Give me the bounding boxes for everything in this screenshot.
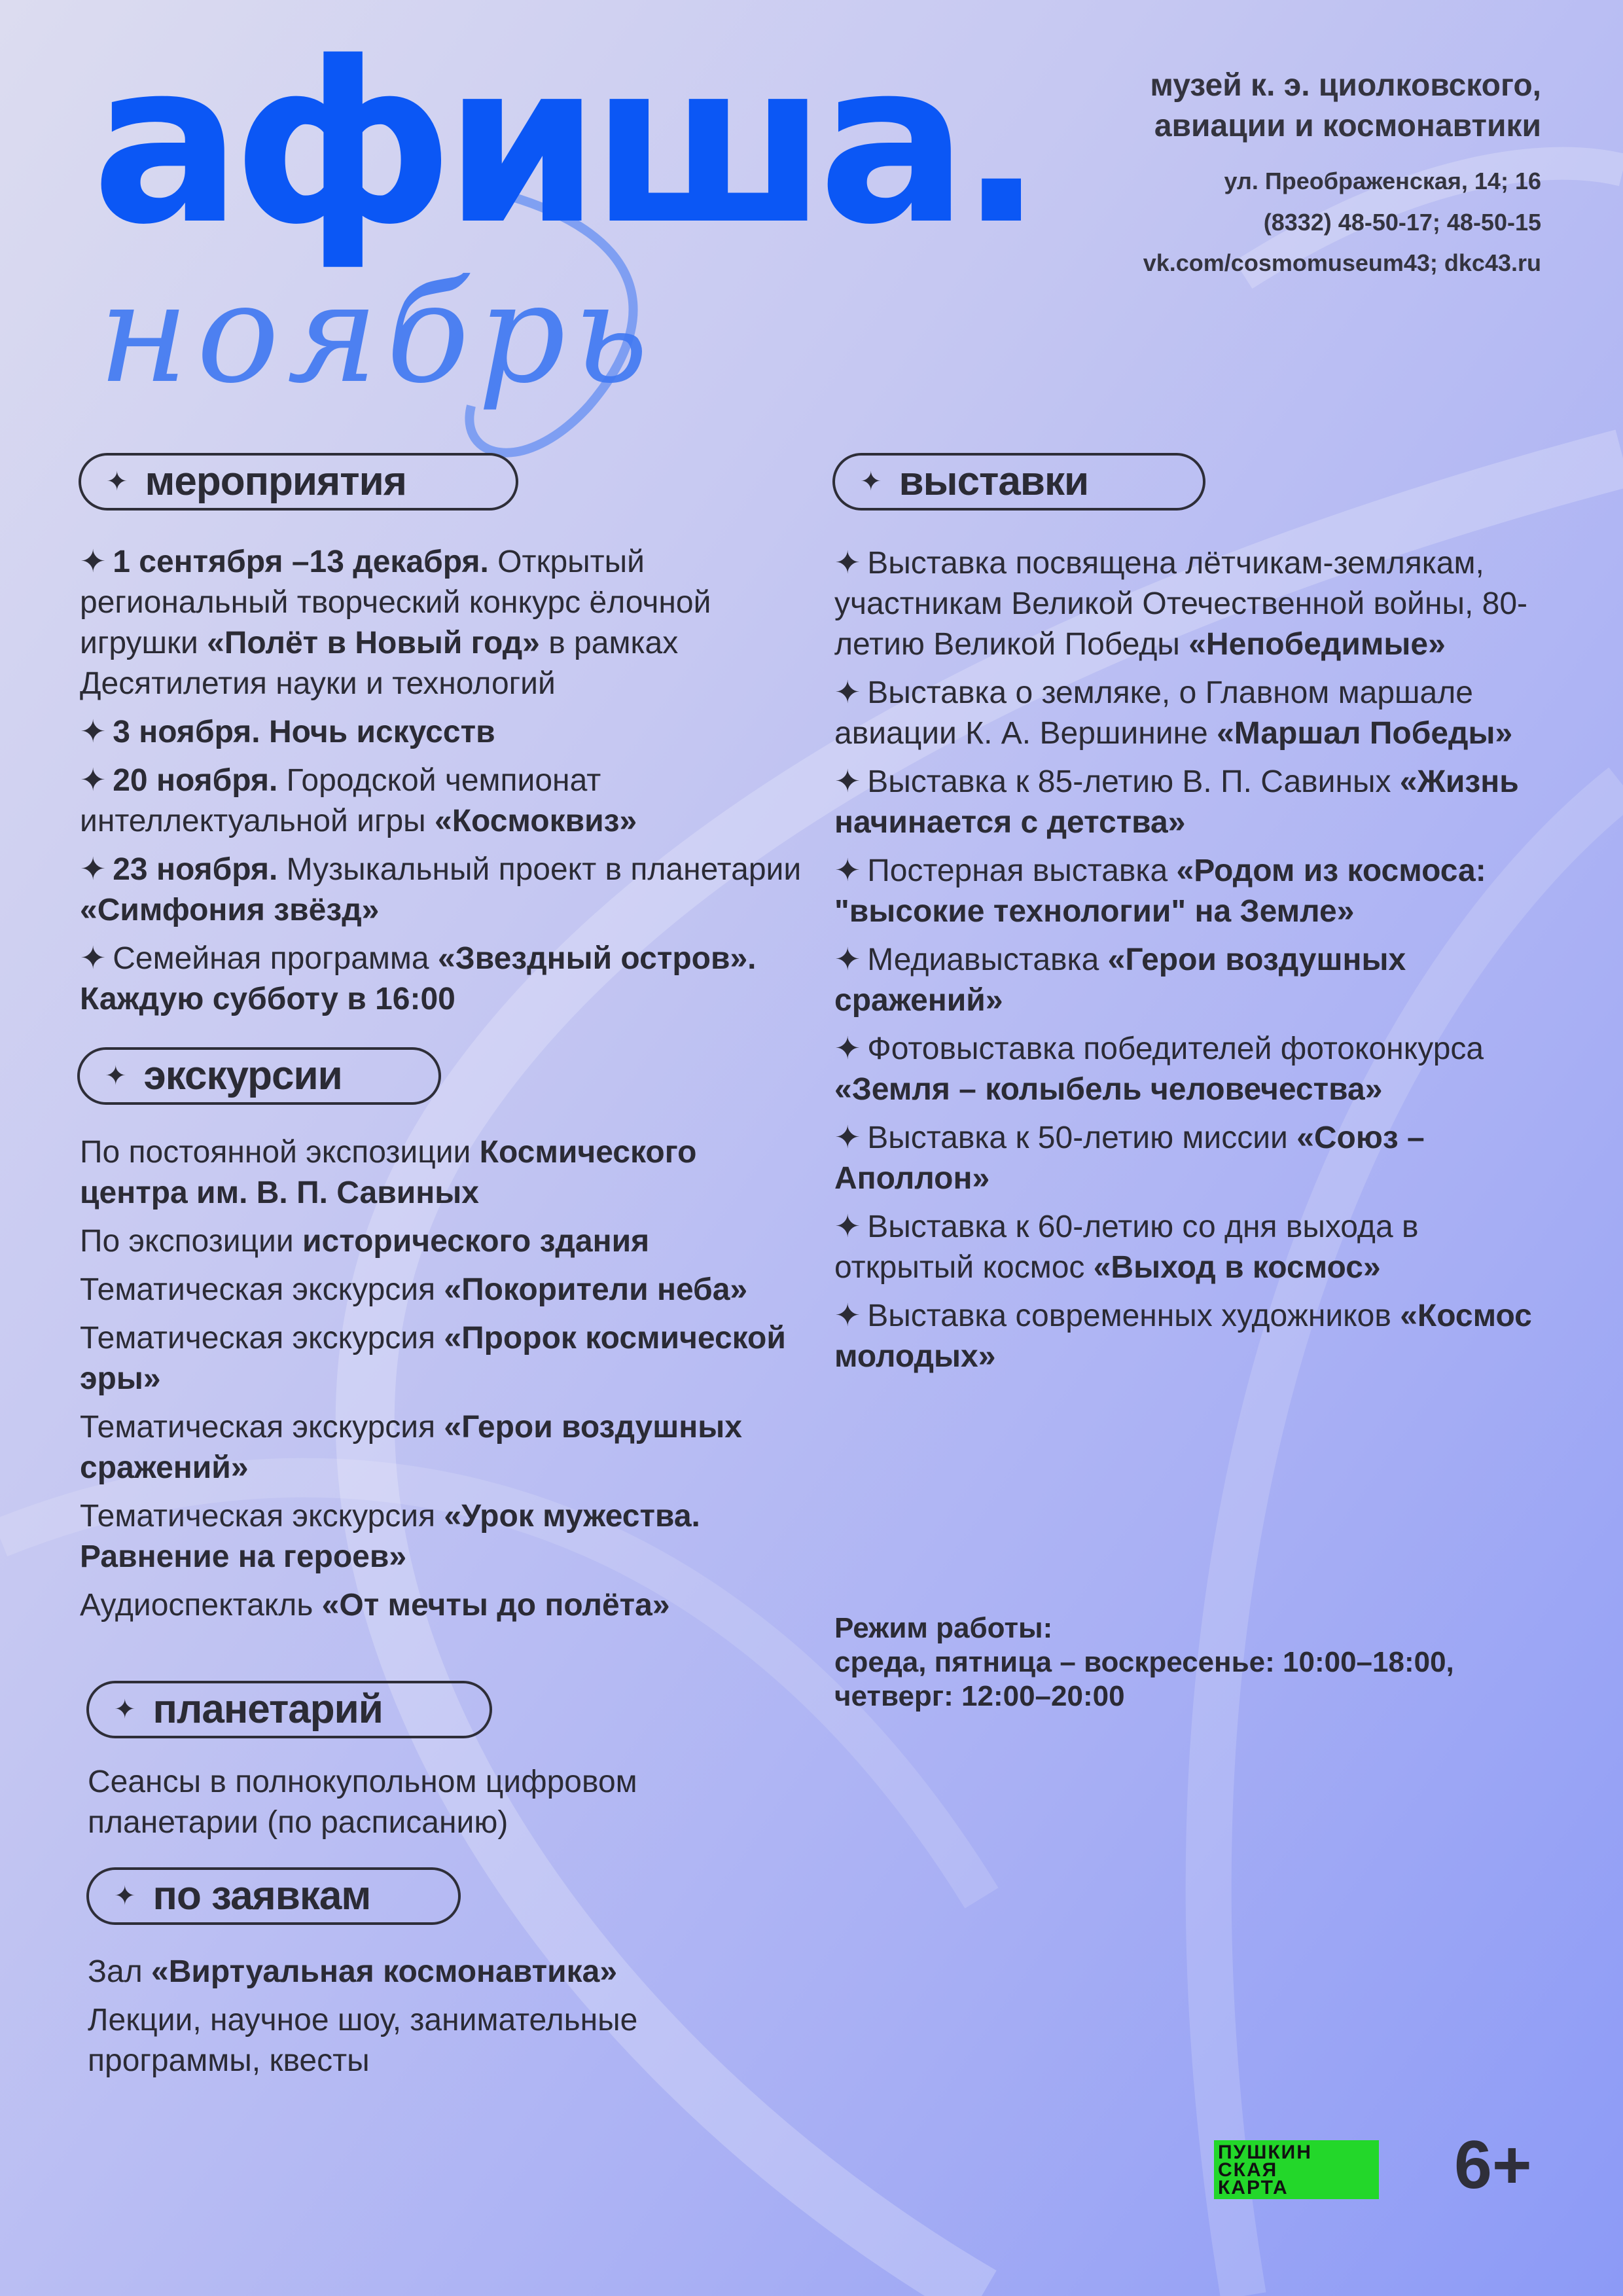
requests-list (88, 1952, 781, 2089)
planetarium-list (88, 1762, 768, 1851)
sparkle-star-icon: ✦ (834, 546, 861, 581)
event-item: ✦ Семейная программа «Звездный остров». Каждую субботу в 16:00 (80, 941, 757, 1016)
section-title-excursions: экскурсии (143, 1053, 342, 1098)
exhibition-item: ✦ Постерная выставка «Родом из космоса: "высокие технологии" на Земле» (834, 853, 1486, 929)
event-item: ✦ 20 ноября. Городской чемпионат интеллектуальной игры «Космоквиз» (80, 763, 637, 838)
event-item: ✦ 3 ноября. Ночь искусств (80, 715, 495, 749)
section-title-exhibitions: выставки (899, 459, 1089, 504)
excursion-item: По экспозиции исторического здания (80, 1224, 650, 1259)
event-item: ✦ 1 сентября –13 декабря. Открытый региональный творческий конкурс ёлочной игрушки «Полёт в Новый год» в рамках Десятилетия науки и технологий (80, 545, 711, 701)
opening-hours-line-1: среда, пятница – воскресенье: 10:00–18:00, (834, 1646, 1454, 1678)
excursion-item: Тематическая экскурсия «Урок мужества. Равнение на героев» (80, 1499, 700, 1574)
phone-numbers: (8332) 48-50-17; 48-50-15 (1263, 209, 1541, 236)
section-pill-exhibitions (832, 453, 1205, 511)
sparkle-star-icon: ✦ (80, 545, 107, 579)
opening-hours (834, 1611, 1554, 1713)
sparkle-star-icon: ✦ (80, 852, 107, 887)
section-pill-planetarium (86, 1681, 492, 1738)
sparkle-star-icon: ✦ (834, 1121, 861, 1155)
sparkle-star-icon: ✦ (834, 942, 861, 977)
exhibitions-list (834, 543, 1561, 1385)
excursion-item: Аудиоспектакль «От мечты до полёта» (80, 1588, 670, 1623)
excursions-list (80, 1132, 813, 1634)
museum-name-line-1: музей к. э. циолковского, (1150, 68, 1541, 103)
sparkle-star-icon: ✦ (834, 1210, 861, 1244)
sparkle-star-icon: ✦ (80, 941, 107, 976)
sparkle-star-icon: ✦ (834, 1299, 861, 1333)
exhibition-item: ✦ Выставка к 60-летию со дня выхода в открытый космос «Выход в космос» (834, 1210, 1419, 1285)
excursion-item: Тематическая экскурсия «Герои воздушных сражений» (80, 1410, 742, 1485)
sparkle-star-icon: ✦ (114, 1882, 136, 1910)
section-pill-excursions (77, 1047, 441, 1105)
exhibition-item: ✦ Медиавыставка «Герои воздушных сражений» (834, 942, 1406, 1018)
exhibition-item: ✦ Фотовыставка победителей фотоконкурса «Земля – колыбель человечества» (834, 1031, 1484, 1107)
exhibition-item: ✦ Выставка посвящена лётчикам-землякам, участникам Великой Отечественной войны, 80-летию Великой Победы «Непобедимые» (834, 546, 1528, 662)
age-rating: 6+ (1454, 2127, 1532, 2203)
excursion-item: По постоянной экспозиции Космического центра им. В. П. Савиных (80, 1135, 697, 1210)
month-title: ноябрь (98, 253, 656, 414)
opening-hours-label: Режим работы: (834, 1612, 1053, 1644)
sparkle-star-icon: ✦ (105, 1062, 127, 1090)
sparkle-star-icon: ✦ (114, 1695, 136, 1724)
exhibition-item: ✦ Выставка к 50-летию миссии «Союз – Аполлон» (834, 1121, 1425, 1196)
sparkle-star-icon: ✦ (834, 764, 861, 799)
exhibition-item: ✦ Выставка к 85-летию В. П. Савиных «Жизнь начинается с детства» (834, 764, 1519, 840)
excursion-item: Тематическая экскурсия «Покорители неба» (80, 1272, 748, 1307)
sparkle-star-icon: ✦ (834, 853, 861, 888)
sparkle-star-icon: ✦ (80, 715, 107, 749)
events-list (80, 542, 813, 1028)
sparkle-star-icon: ✦ (860, 467, 882, 496)
exhibition-item: ✦ Выставка современных художников «Космос молодых» (834, 1299, 1532, 1374)
sparkle-star-icon: ✦ (80, 763, 107, 798)
exhibition-item: ✦ Выставка о земляке, о Главном маршале авиации К. А. Вершинине «Маршал Победы» (834, 675, 1513, 751)
request-item: Зал «Виртуальная космонавтика» (88, 1954, 618, 1989)
planetarium-item: Сеансы в полнокупольном цифровом планетарии (по расписанию) (88, 1765, 637, 1840)
museum-name (952, 65, 1541, 147)
website-links[interactable]: vk.com/cosmomuseum43; dkc43.ru (1143, 249, 1541, 276)
sparkle-star-icon: ✦ (834, 1031, 861, 1066)
section-pill-events (79, 453, 518, 511)
museum-name-line-2: авиации и космонавтики (1154, 109, 1541, 143)
request-item: Лекции, научное шоу, занимательные программы, квесты (88, 2003, 638, 2078)
sparkle-star-icon: ✦ (834, 675, 861, 710)
section-title-events: мероприятия (145, 459, 406, 504)
section-pill-requests (86, 1867, 461, 1925)
section-title-planetarium: планетарий (152, 1687, 383, 1732)
excursion-item: Тематическая экскурсия «Пророк космической эры» (80, 1321, 786, 1396)
poster-title: афиша. (92, 14, 1035, 274)
sparkle-star-icon: ✦ (106, 467, 128, 496)
address: ул. Преображенская, 14; 16 (1224, 168, 1541, 194)
section-title-requests: по заявкам (152, 1873, 371, 1918)
event-item: ✦ 23 ноября. Музыкальный проект в планетарии «Симфония звёзд» (80, 852, 802, 927)
opening-hours-line-2: четверг: 12:00–20:00 (834, 1680, 1125, 1712)
pushkin-card-logo: ПУШКИН СКАЯ КАРТА (1214, 2140, 1379, 2199)
